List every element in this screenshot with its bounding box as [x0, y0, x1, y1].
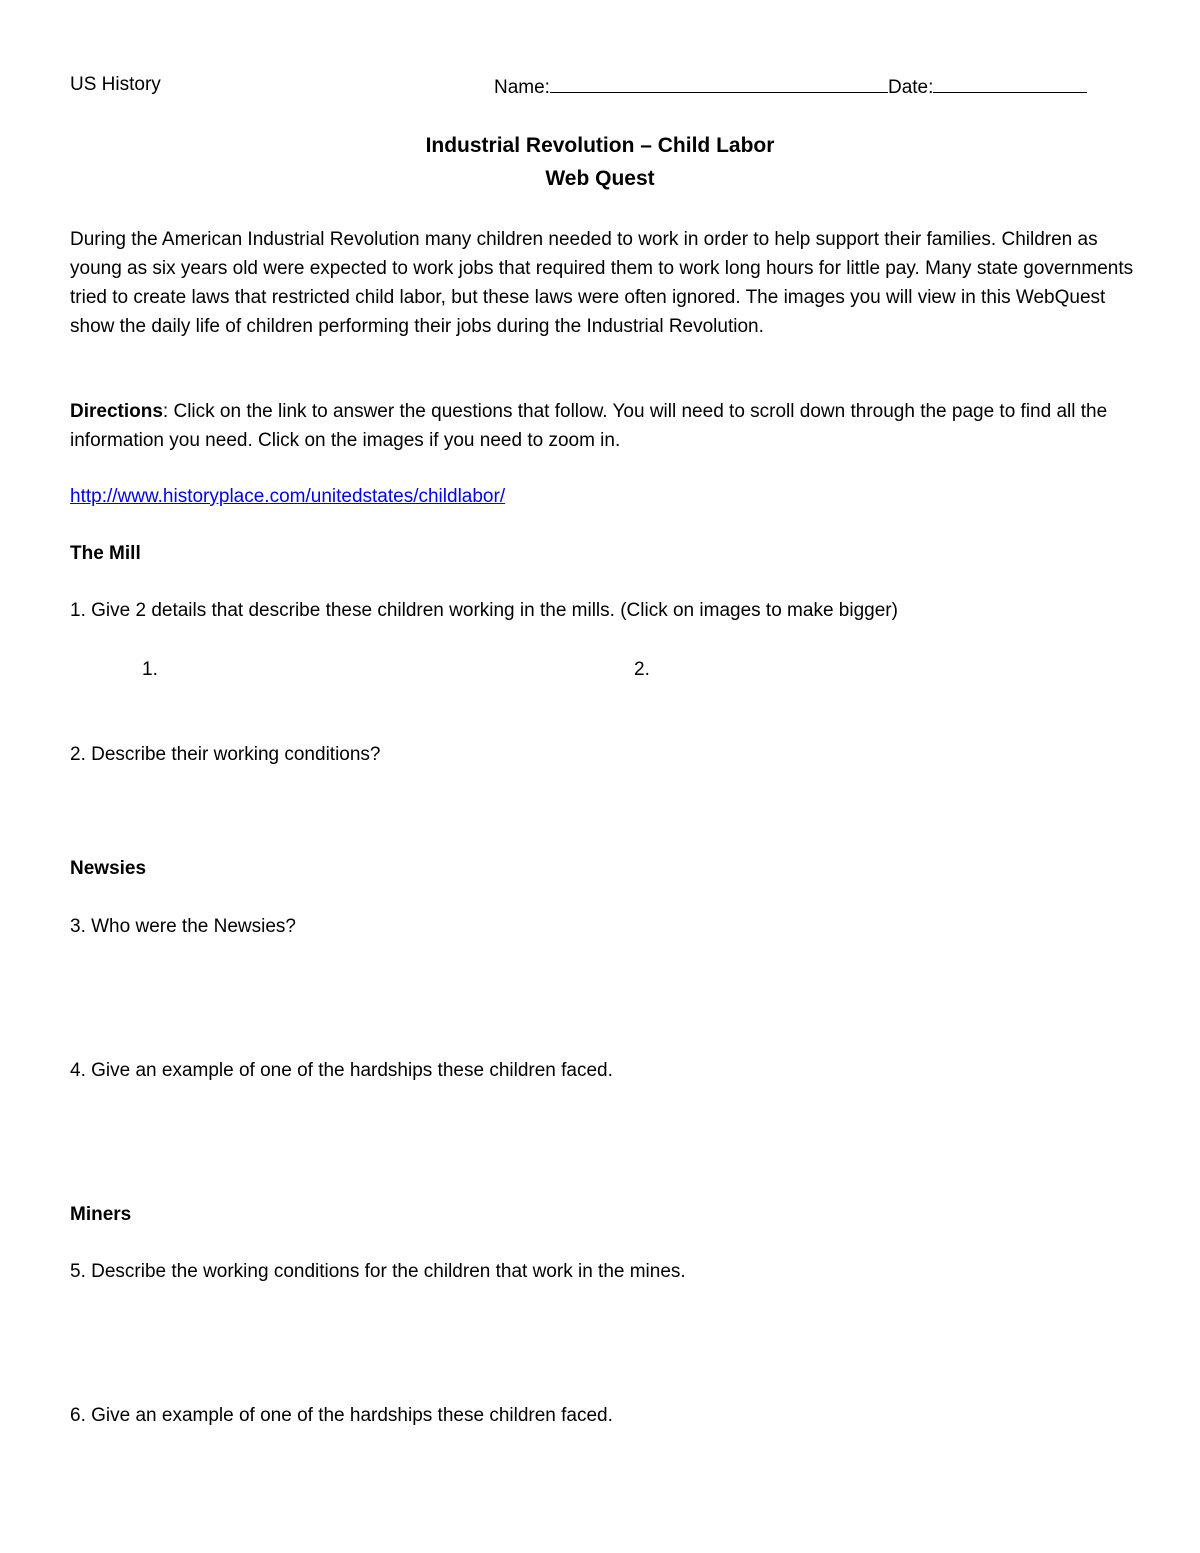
answer-1-label: 1. — [142, 659, 158, 680]
course-label: US History — [70, 74, 161, 95]
question-6: 6. Give an example of one of the hardships these children faced. — [70, 1405, 613, 1426]
section-heading-miners: Miners — [70, 1204, 132, 1225]
section-heading-mill: The Mill — [70, 543, 141, 564]
question-5: 5. Describe the working conditions for the children that work in the mines. — [70, 1261, 686, 1282]
directions-label: Directions — [70, 401, 163, 422]
question-1: 1. Give 2 details that describe these children working in the mills. (Click on images to make bigger) — [70, 600, 898, 621]
question-3: 3. Who were the Newsies? — [70, 916, 296, 937]
historyplace-link[interactable]: http://www.historyplace.com/unitedstates/childlabor/ — [70, 486, 506, 507]
question-2: 2. Describe their working conditions? — [70, 744, 381, 765]
intro-paragraph: During the American Industrial Revolution many children needed to work in order to help support their families. Children as young as six years old were expected to work jobs that required them to work long hours for little pay. Many state governments tried to create laws that restricted child labor, but these laws were often ignored. The images you will view in this WebQuest show the daily life of children performing their jobs during the Industrial Revolution. — [70, 229, 1134, 337]
answer-2-label: 2. — [634, 659, 650, 680]
date-label: Date: — [887, 77, 934, 98]
name-label: Name: — [494, 77, 550, 98]
page-subtitle: Web Quest — [545, 167, 655, 190]
date-blank[interactable] — [933, 74, 1087, 93]
directions-paragraph — [70, 397, 1135, 455]
section-heading-newsies: Newsies — [70, 858, 147, 879]
name-field[interactable] — [494, 74, 1087, 99]
name-blank[interactable] — [550, 74, 888, 93]
directions-text: : Click on the link to answer the questions that follow. You will need to scroll down through the page to find all the information you need. Click on the images if you need to zoom in. — [70, 401, 1108, 451]
question-4: 4. Give an example of one of the hardships these children faced. — [70, 1060, 613, 1081]
page-title: Industrial Revolution – Child Labor — [425, 134, 775, 157]
